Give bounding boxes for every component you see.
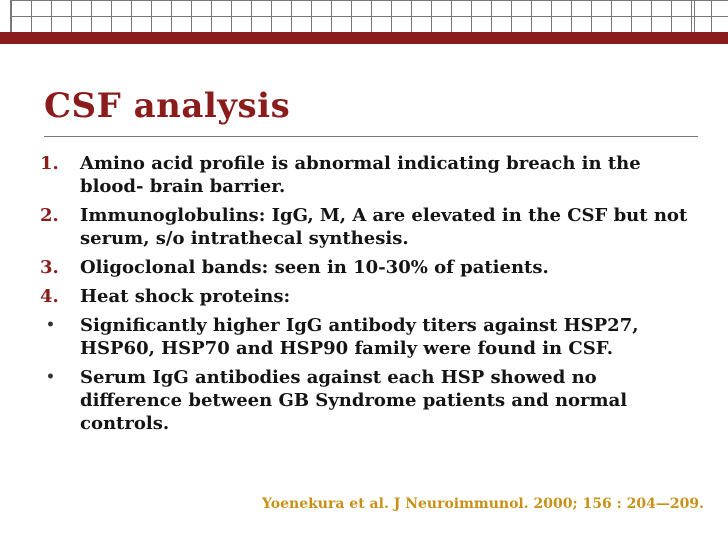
- list-item: [40, 314, 690, 360]
- bullet-marker: •: [46, 317, 55, 333]
- header-grid-divider: [694, 0, 705, 32]
- list-item-text: Significantly higher IgG antibody titers against HSP27, HSP60, HSP70 and HSP90 family were found in CSF.: [80, 315, 639, 359]
- bullet-marker: •: [46, 369, 55, 385]
- title-divider: [44, 136, 698, 137]
- list-item-text: Heat shock proteins:: [80, 286, 291, 307]
- list-marker: 1.: [40, 153, 59, 174]
- content-list: [40, 152, 690, 441]
- header-grid-pattern: [10, 0, 728, 32]
- list-item: [40, 366, 690, 435]
- list-item: [40, 152, 690, 198]
- list-marker: 4.: [40, 286, 59, 307]
- header-maroon-stripe: [0, 32, 728, 44]
- list-marker: 3.: [40, 257, 59, 278]
- decorative-header-band: [0, 0, 728, 44]
- list-item: [40, 256, 690, 279]
- list-item-text: Immunoglobulins: IgG, M, A are elevated in the CSF but not serum, s/o intrathecal synthesis.: [80, 205, 688, 249]
- list-item: [40, 204, 690, 250]
- list-marker: 2.: [40, 205, 59, 226]
- list-item-text: Serum IgG antibodies against each HSP showed no difference between GB Syndrome patients and normal controls.: [80, 367, 628, 434]
- list-item-text: Oligoclonal bands: seen in 10-30% of patients.: [80, 257, 549, 278]
- slide-title: CSF analysis: [44, 86, 291, 126]
- citation-reference: Yoenekura et al. J Neuroimmunol. 2000; 156 : 204—209.: [262, 496, 704, 512]
- list-item-text: Amino acid profile is abnormal indicating breach in the blood- brain barrier.: [80, 153, 641, 197]
- list-item: [40, 285, 690, 308]
